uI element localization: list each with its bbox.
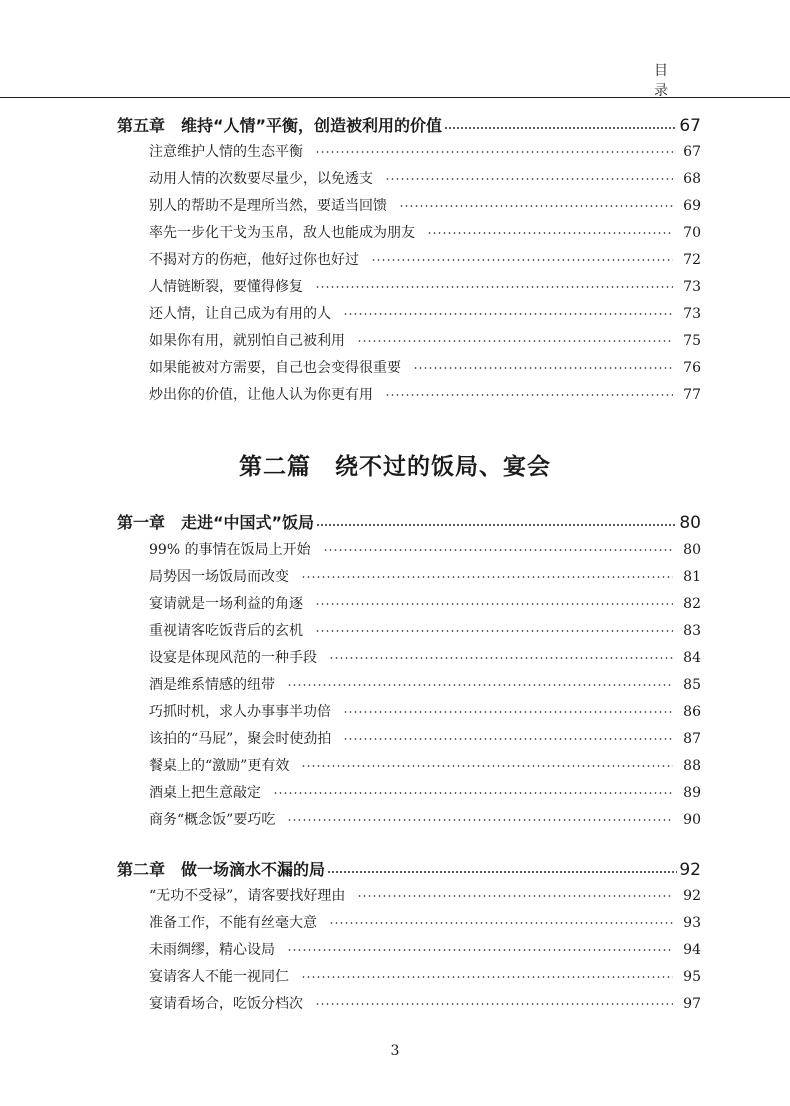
toc-entry[interactable]	[149, 912, 701, 932]
dot-leader	[413, 358, 673, 372]
entry-title: 该拍的“马屁”，聚会时使劲拍	[149, 731, 332, 747]
entry-title: 准备工作，不能有丝毫大意	[149, 915, 317, 931]
chapter-page: 80	[679, 513, 701, 533]
dot-leader	[315, 594, 673, 608]
entry-title: 动用人情的次数要尽量少，以免透支	[149, 171, 373, 187]
dot-leader	[399, 196, 673, 210]
toc-entry[interactable]	[149, 755, 701, 775]
header-rule	[0, 97, 790, 98]
dot-leader	[329, 913, 673, 927]
dot-leader	[343, 729, 673, 743]
toc-entry[interactable]	[149, 566, 701, 586]
toc-entry[interactable]	[149, 222, 701, 242]
entry-page: 80	[683, 542, 701, 558]
entry-title: 还人情，让自己成为有用的人	[149, 306, 331, 322]
toc-entry[interactable]	[149, 782, 701, 802]
dot-leader	[287, 940, 673, 954]
entry-page: 92	[683, 888, 701, 904]
dot-leader	[427, 223, 673, 237]
entry-title: 商务“概念饭”要巧吃	[149, 812, 276, 828]
toc-entry[interactable]	[149, 728, 701, 748]
entry-title: 酒桌上把生意敲定	[149, 785, 261, 801]
toc-entry[interactable]	[149, 674, 701, 694]
entry-title: 注意维护人情的生态平衡	[149, 144, 303, 160]
entry-title: 宴请客人不能一视同仁	[149, 969, 289, 985]
entry-title: 不揭对方的伤疤，他好过你也好过	[149, 252, 359, 268]
chapter-title: 第一章 走进“中国式”饭局	[117, 513, 315, 532]
entry-title: 未雨绸缪，精心设局	[149, 942, 275, 958]
entry-title: 餐桌上的“激励”更有效	[149, 758, 290, 774]
toc-entry[interactable]	[149, 939, 701, 959]
dot-leader	[315, 142, 673, 156]
dot-leader	[323, 540, 674, 554]
toc-entry[interactable]	[149, 195, 701, 215]
chapter-page: 92	[679, 860, 701, 880]
dot-leader	[301, 967, 673, 981]
toc-entry[interactable]	[149, 885, 701, 905]
chapter-page: 67	[679, 116, 701, 136]
entry-title: “无功不受禄”，请客要找好理由	[149, 888, 346, 904]
toc-entry[interactable]	[149, 141, 701, 161]
entry-page: 75	[683, 333, 701, 349]
chapter-title: 第五章 维持“人情”平衡，创造被利用的价值	[117, 116, 443, 135]
entry-page: 72	[683, 252, 701, 268]
entry-page: 69	[683, 198, 701, 214]
entry-page: 77	[683, 387, 701, 403]
dot-leader	[385, 169, 673, 183]
entry-page: 87	[683, 731, 701, 747]
dot-leader	[273, 783, 673, 797]
entry-page: 88	[683, 758, 701, 774]
dot-leader	[315, 277, 673, 291]
dot-leader	[301, 756, 673, 770]
entry-page: 93	[683, 915, 701, 931]
entry-page: 94	[683, 942, 701, 958]
dot-leader	[301, 567, 673, 581]
entry-page: 90	[683, 812, 701, 828]
toc-entry[interactable]	[149, 357, 701, 377]
entry-title: 如果你有用，就别怕自己被利用	[149, 333, 345, 349]
entry-title: 重视请客吃饭背后的玄机	[149, 623, 303, 639]
toc-entry[interactable]	[149, 701, 701, 721]
toc-entry[interactable]	[149, 993, 701, 1013]
dot-leader	[357, 886, 673, 900]
entry-title: 99% 的事情在饭局上开始	[149, 542, 311, 558]
entry-title: 酒是维系情感的纽带	[149, 677, 275, 693]
toc-entry[interactable]	[149, 809, 701, 829]
entry-title: 炒出你的价值，让他人认为你更有用	[149, 387, 373, 403]
entry-title: 宴请看场合，吃饭分档次	[149, 996, 303, 1012]
entry-title: 巧抓时机，求人办事事半功倍	[149, 704, 331, 720]
entry-page: 76	[683, 360, 701, 376]
entry-page: 73	[683, 279, 701, 295]
dot-leader	[287, 810, 673, 824]
entry-title: 如果能被对方需要，自己也会变得很重要	[149, 360, 401, 376]
entry-page: 73	[683, 306, 701, 322]
toc-entry[interactable]	[149, 249, 701, 269]
part-title: 第二篇 绕不过的饭局、宴会	[239, 453, 551, 480]
chapter-heading[interactable]	[117, 510, 701, 533]
toc-entry[interactable]	[149, 966, 701, 986]
entry-page: 82	[683, 596, 701, 612]
toc-entry[interactable]	[149, 647, 701, 667]
entry-title: 人情链断裂，要懂得修复	[149, 279, 303, 295]
toc-entry[interactable]	[149, 276, 701, 296]
page-number: 3	[390, 1043, 400, 1059]
toc-entry[interactable]	[149, 593, 701, 613]
entry-page: 70	[683, 225, 701, 241]
chapter-title: 第二章 做一场滴水不漏的局	[117, 860, 326, 879]
toc-entry[interactable]	[149, 303, 701, 323]
entry-page: 95	[683, 969, 701, 985]
entry-page: 89	[683, 785, 701, 801]
entry-title: 宴请就是一场利益的角逐	[149, 596, 303, 612]
entry-page: 97	[683, 996, 701, 1012]
toc-entry[interactable]	[149, 168, 701, 188]
entry-page: 83	[683, 623, 701, 639]
entry-title: 别人的帮助不是理所当然，要适当回馈	[149, 198, 387, 214]
entry-title: 局势因一场饭局而改变	[149, 569, 289, 585]
dot-leader	[385, 385, 673, 399]
entry-title: 设宴是体现风范的一种手段	[149, 650, 317, 666]
dot-leader	[315, 994, 673, 1008]
dot-leader	[327, 859, 677, 875]
dot-leader	[343, 702, 673, 716]
dot-leader	[357, 331, 673, 345]
dot-leader	[315, 621, 673, 635]
dot-leader	[316, 512, 677, 528]
dot-leader	[371, 250, 673, 264]
dot-leader	[329, 648, 673, 662]
chapter-heading[interactable]	[117, 857, 701, 880]
entry-title: 率先一步化干戈为玉帛，敌人也能成为朋友	[149, 225, 415, 241]
dot-leader	[444, 115, 677, 131]
toc-entry[interactable]	[149, 330, 701, 350]
entry-page: 81	[683, 569, 701, 585]
entry-page: 84	[683, 650, 701, 666]
entry-page: 86	[683, 704, 701, 720]
dot-leader	[343, 304, 673, 318]
entry-page: 85	[683, 677, 701, 693]
running-head: 目 录	[654, 63, 682, 99]
entry-page: 67	[683, 144, 701, 160]
toc-entry[interactable]	[149, 539, 701, 559]
chapter-heading[interactable]	[117, 113, 701, 136]
toc-entry[interactable]	[149, 620, 701, 640]
dot-leader	[287, 675, 673, 689]
entry-page: 68	[683, 171, 701, 187]
toc-entry[interactable]	[149, 384, 701, 404]
